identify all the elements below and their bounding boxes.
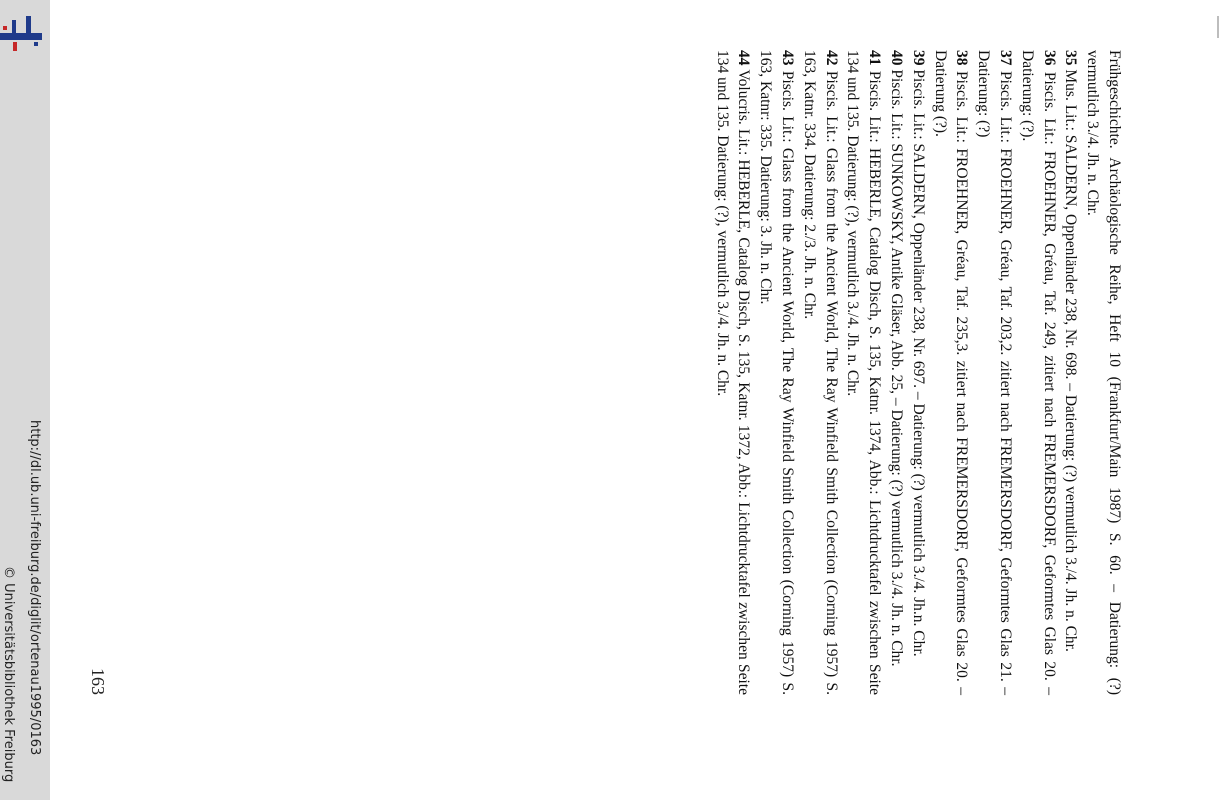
footnote-entry [1081,50,1125,695]
footnote-entry [1060,50,1082,695]
footnote-text: Piscis. Lit.: Glass from the Ancient World, The Ray Winfield Smith Collection (Corning 1957) S. 163, Katnr: 335. Datierung: 3. Jh. n. Chr. [757,50,797,695]
source-url-link[interactable]: http://dl.ub.uni-freiburg.de/diglit/ortenau1995/0163 [27,420,42,756]
footnote-text: Piscis. Lit.: HEBERLE, Catalog Disch, S. 135, Katnr. 1374, Abb.: Lichtdrucktafel zwischen Seite 134 und 135. Datierung: (?), vermutlich 3./4. Jh. n. Chr. [844,50,884,695]
footnote-text: Piscis. Lit.: SALDERN, Oppenländer 238, Nr. 697. – Datierung: (?) vermutlich 3./4. Jh.n. Chr. [909,65,927,657]
footnote-text: Piscis. Lit.: SUNKOWSKY, Antike Gläser, Abb. 25, – Datierung: (?) vermutlich 3./4. Jh. n. Chr. [888,65,906,667]
footnote-text: Piscis. Lit.: FROEHNER, Gréau, Taf. 235,3. zitiert nach FREMERSDORF, Geformtes Glas 20. – Datierung (?). [931,50,971,695]
footnote-text: Piscis. Lit.: FROEHNER, Gréau, Taf. 249, zitiert nach FREMERSDORF, Geformtes Glas 20. – Datierung: (?). [1018,50,1058,695]
footnote-entry [972,50,1016,695]
page-number: 163 [88,668,108,695]
footnote-entry [711,50,755,695]
footnote-number: 41 [866,50,884,66]
footnote-text: Piscis. Lit.: FROEHNER, Gréau, Taf. 203,2. zitiert nach FREMERSDORF, Geformtes Glas 21. – Datierung: (?) [975,50,1015,695]
footnote-text: Frühgeschichte. Archäologische Reihe, Heft 10 (Frankfurt/Main 1987) S. 60. – Datierung: (?) vermutlich 3./4. Jh. n. Chr. [1084,50,1123,695]
footnote-number: 36 [1040,50,1058,66]
footnote-number: 39 [909,50,927,66]
footnote-number: 38 [953,50,971,66]
footnote-number: 43 [779,50,797,66]
university-logo-icon [0,6,44,52]
footnote-number: 44 [735,50,753,66]
sidebar [0,0,50,800]
footnote-text: Mus. Lit.: SALDERN, Oppenländer 238, Nr. 698. – Datierung: (?) vermutlich 3./4. Jh. n. Chr. [1062,65,1080,652]
footnote-entry [907,50,929,695]
footnote-number: 42 [822,50,840,66]
footnote-number: 35 [1062,50,1080,66]
footnote-entry [885,50,907,695]
footnote-entry [842,50,886,695]
document-body [711,50,1125,695]
footnote-entry [1016,50,1060,695]
footnote-entry [929,50,973,695]
footnote-text: Piscis. Lit.: Glass from the Ancient World, The Ray Winfield Smith Collection (Corning 1957) S. 163, Katnr. 334. Datierung: 2./3. Jh. n. Chr. [800,50,840,695]
footnote-number: 37 [997,50,1015,66]
footnote-entry [798,50,842,695]
footnote-number: 40 [888,50,906,66]
footnote-text: Volucris. Lit.: HEBERLE, Catalog Disch, S. 135, Katnr. 1372, Abb.: Lichtdrucktafel zwischen Seite 134 und 135. Datierung: (?), vermutlich 3./4. Jh. n. Chr. [713,50,753,695]
footnote-entry [754,50,798,695]
copyright-notice: © Universitätsbibliothek Freiburg [1,566,16,783]
page-edge-mark [1217,16,1219,38]
